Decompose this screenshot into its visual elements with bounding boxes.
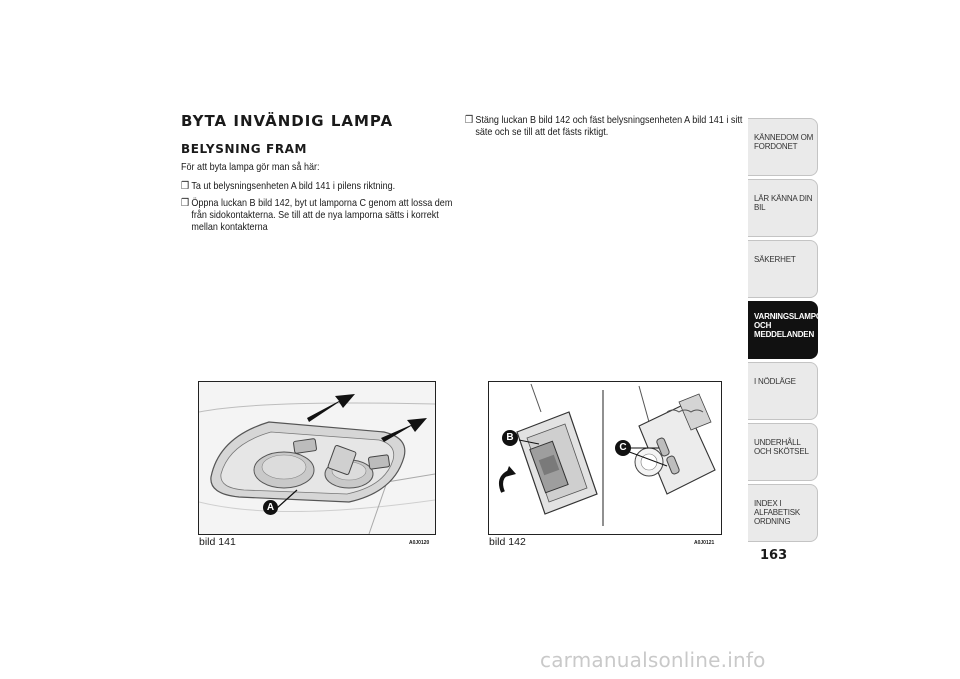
- watermark: carmanualsonline.info: [540, 648, 766, 672]
- tab-sakerhet[interactable]: SÄKERHET: [748, 240, 818, 298]
- checkbox-bullet-icon: ❒: [181, 180, 190, 192]
- callout-a: A: [263, 500, 278, 515]
- instruction-step: [465, 114, 749, 138]
- overhead-light-illustration: [199, 382, 435, 534]
- tab-kannedom-om-fordonet[interactable]: KÄNNEDOM OM FORDONET: [748, 118, 818, 176]
- tab-lar-kanna-din-bil[interactable]: LÄR KÄNNA DIN BIL: [748, 179, 818, 237]
- figure-caption: bild 142: [489, 536, 526, 548]
- checkbox-bullet-icon: ❒: [181, 197, 190, 209]
- figure-142: [488, 381, 722, 535]
- tab-i-nodlage[interactable]: I NÖDLÄGE: [748, 362, 818, 420]
- tab-underhall-och-skotsel[interactable]: UNDERHÅLL OCH SKÖTSEL: [748, 423, 818, 481]
- figure-code: A0J0120: [409, 540, 430, 546]
- section-subtitle: BELYSNING FRAM: [181, 142, 308, 156]
- checkbox-bullet-icon: ❒: [465, 114, 474, 126]
- callout-b: B: [502, 430, 518, 446]
- step-text: Stäng luckan B bild 142 och fäst belysningsenheten A bild 141 i sitt säte och se till att det fästs riktigt.: [475, 114, 743, 138]
- tab-varningslampor-och-meddelanden[interactable]: VARNINGSLAMPOR OCH MEDDELANDEN: [748, 301, 818, 359]
- section-title: BYTA INVÄNDIG LAMPA: [181, 112, 394, 130]
- figure-141: [198, 381, 436, 535]
- instruction-step: [181, 180, 456, 192]
- callout-c: C: [615, 440, 631, 456]
- tab-index-i-alfabetisk-ordning[interactable]: INDEX I ALFABETISK ORDNING: [748, 484, 818, 542]
- lamp-cover-illustration: [489, 382, 721, 534]
- step-text: Öppna luckan B bild 142, byt ut lamporna C genom att lossa dem från sidokontakterna. Se till att de nya lamporna sätts i korrekt mellan kontakterna: [191, 197, 453, 233]
- intro-text: För att byta lampa gör man så här:: [181, 161, 320, 173]
- figure-code: A0J0121: [694, 540, 715, 546]
- page-number: 163: [760, 548, 788, 563]
- figure-caption: bild 141: [199, 536, 236, 548]
- step-text: Ta ut belysningsenheten A bild 141 i pilens riktning.: [191, 180, 396, 192]
- instruction-step: [181, 197, 456, 233]
